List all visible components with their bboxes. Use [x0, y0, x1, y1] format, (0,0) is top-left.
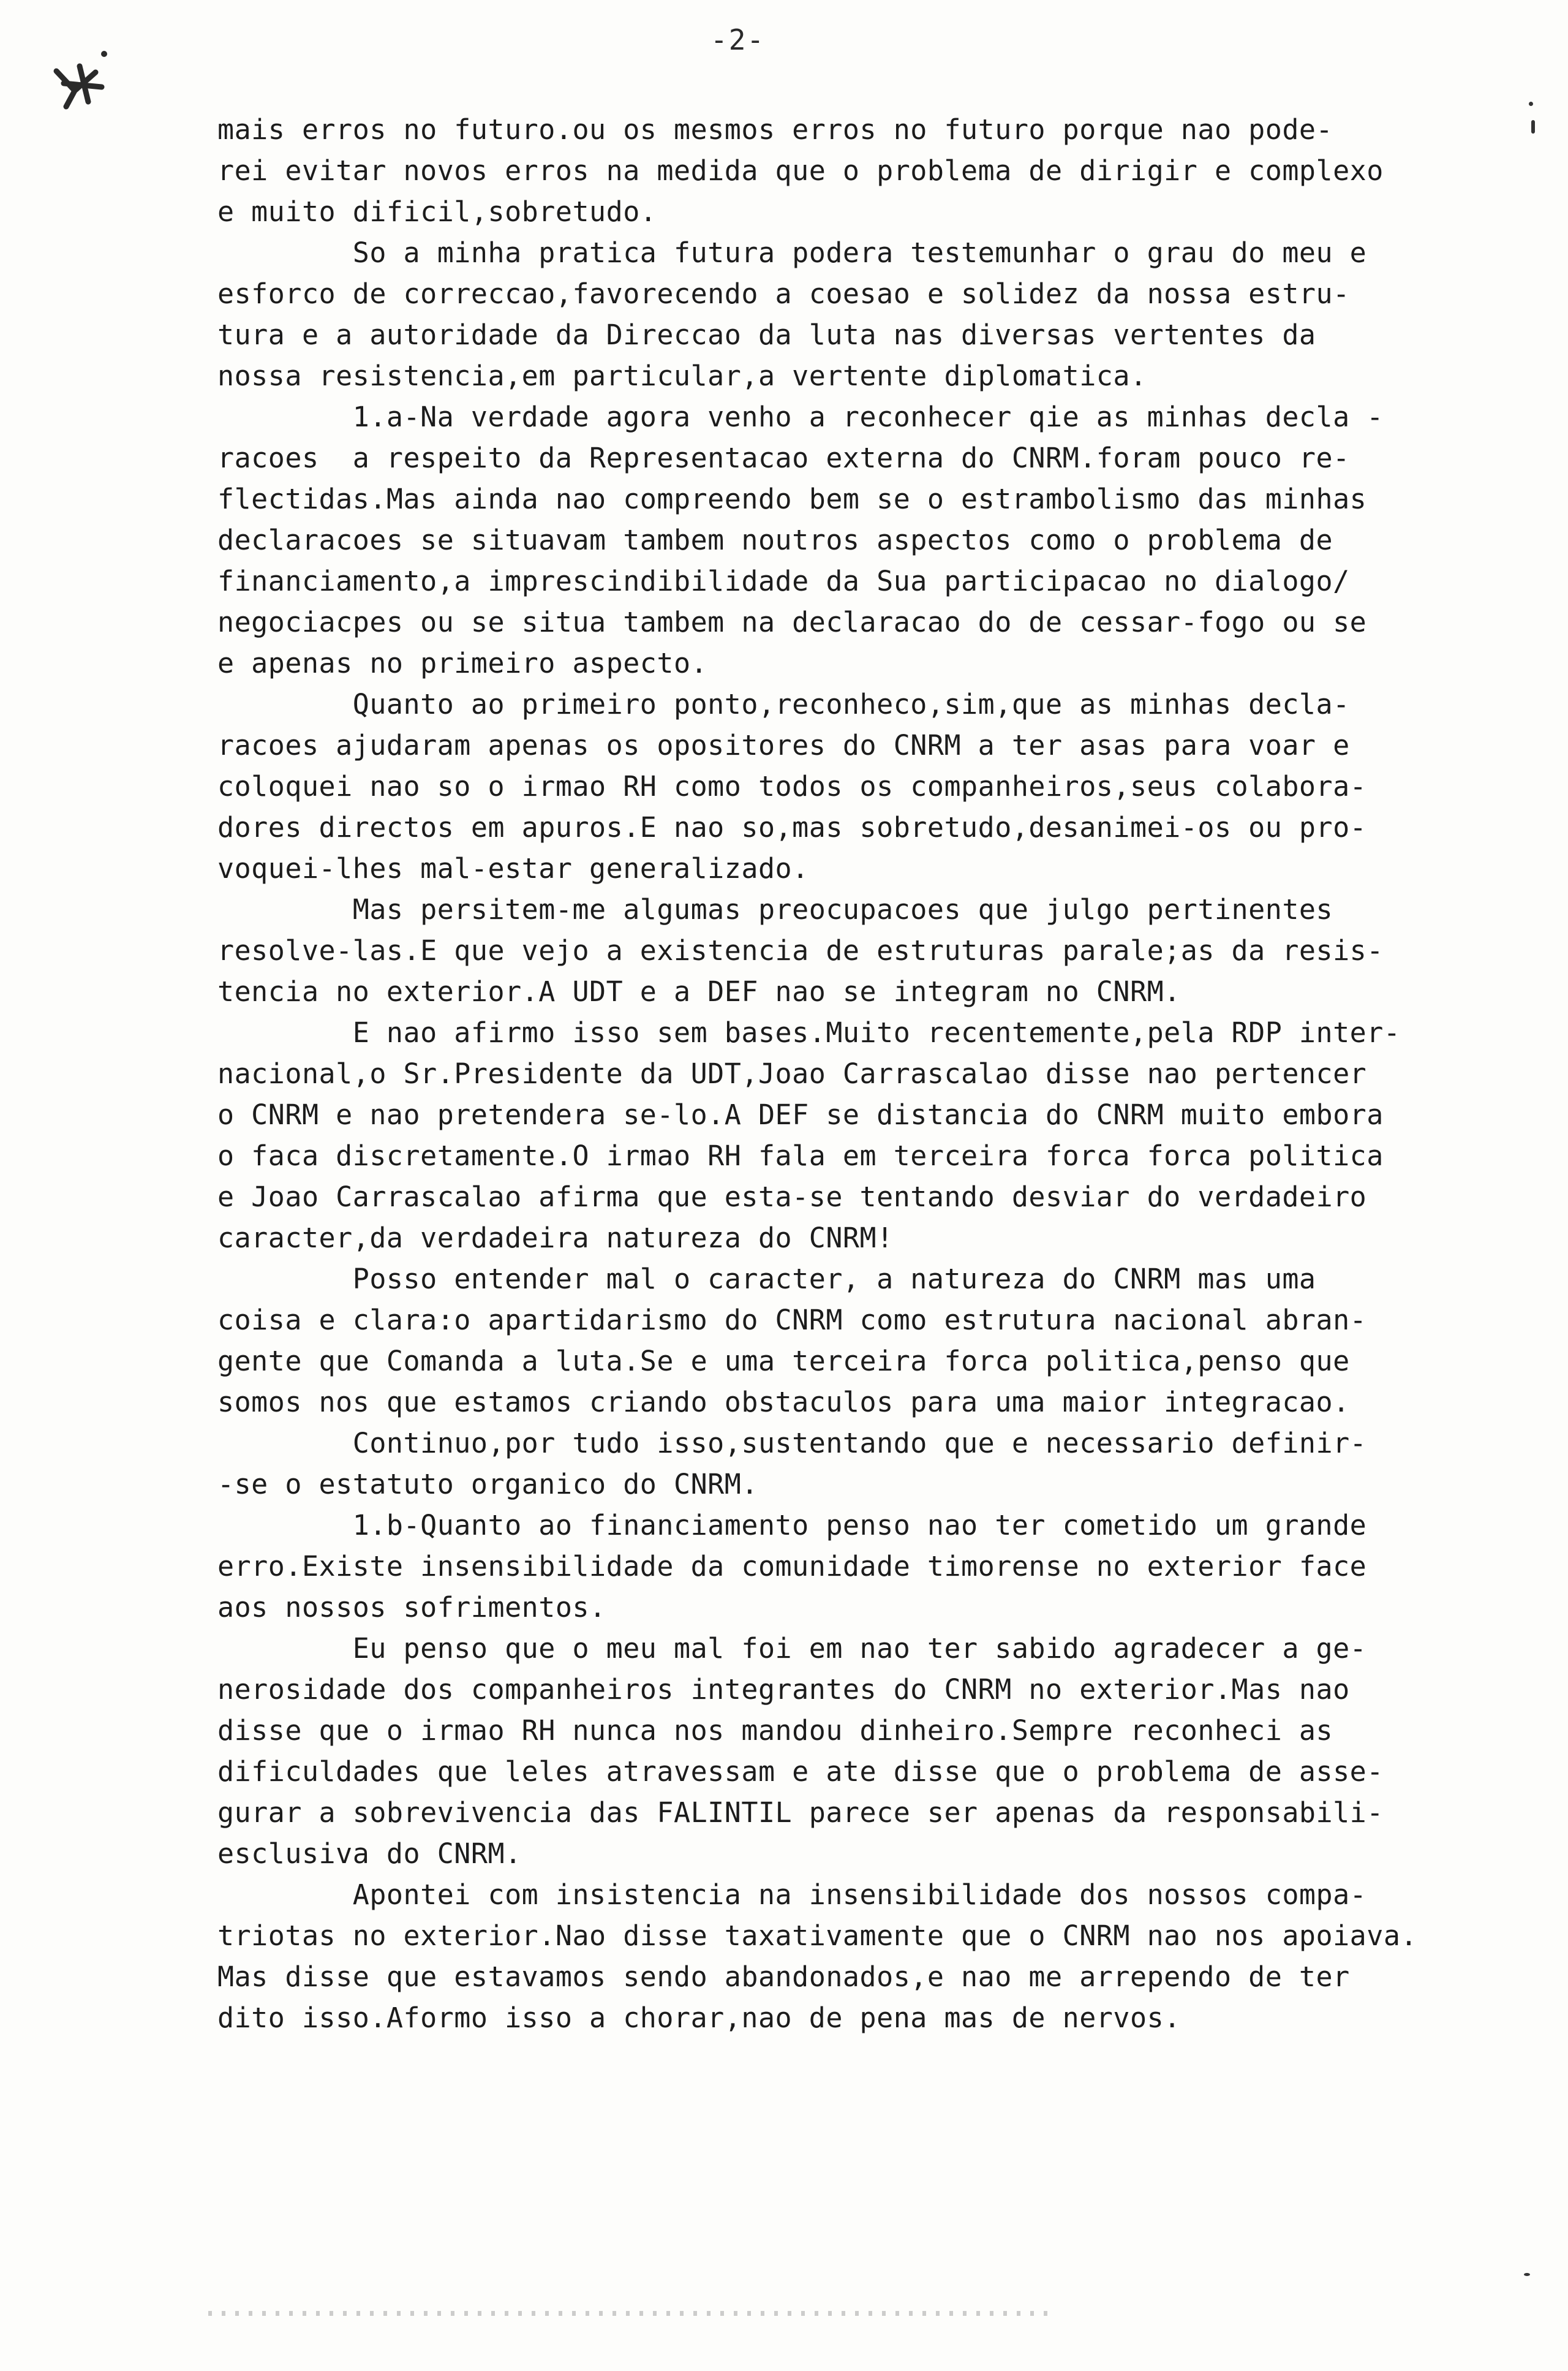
text-line: rei evitar novos erros na medida que o problema de dirigir e complexo [217, 154, 1384, 187]
text-line: triotas no exterior.Nao disse taxativamente que o CNRM nao nos apoiava. [217, 1919, 1418, 1952]
text-line: gente que Comanda a luta.Se e uma terceira forca politica,penso que [217, 1345, 1350, 1377]
text-line: declaracoes se situavam tambem noutros aspectos como o problema de [217, 524, 1333, 556]
text-line: Eu penso que o meu mal foi em nao ter sabido agradecer a ge- [217, 1632, 1367, 1665]
text-line: caracter,da verdadeira natureza do CNRM! [217, 1222, 894, 1254]
text-line: dito isso.Aformo isso a chorar,nao de pena mas de nervos. [217, 2002, 1181, 2034]
text-line: E nao afirmo isso sem bases.Muito recentemente,pela RDP inter- [217, 1016, 1401, 1049]
text-line: dificuldades que leles atravessam e ate disse que o problema de asse- [217, 1755, 1384, 1788]
text-line: esclusiva do CNRM. [217, 1837, 522, 1870]
text-line: tura e a autoridade da Direccao da luta nas diversas vertentes da [217, 319, 1316, 351]
text-line: -se o estatuto organico do CNRM. [217, 1468, 758, 1500]
text-line: 1.b-Quanto ao financiamento penso nao ter cometido um grande [217, 1509, 1367, 1541]
text-line: o CNRM e nao pretendera se-lo.A DEF se distancia do CNRM muito embora [217, 1099, 1384, 1131]
text-line: e apenas no primeiro aspecto. [217, 647, 708, 679]
text-line: erro.Existe insensibilidade da comunidade timorense no exterior face [217, 1550, 1367, 1583]
text-line: Quanto ao primeiro ponto,reconheco,sim,que as minhas decla- [217, 688, 1350, 720]
text-line: Posso entender mal o caracter, a natureza do CNRM mas uma [217, 1263, 1316, 1295]
typewritten-text [217, 109, 1491, 2038]
text-line: somos nos que estamos criando obstaculos para uma maior integracao. [217, 1386, 1350, 1418]
text-line: Mas persitem-me algumas preocupacoes que julgo pertinentes [217, 893, 1333, 926]
text-line: tencia no exterior.A UDT e a DEF nao se integram no CNRM. [217, 975, 1181, 1008]
text-line: mais erros no futuro.ou os mesmos erros no futuro porque nao pode- [217, 113, 1333, 146]
text-line: gurar a sobrevivencia das FALINTIL parece ser apenas da responsabili- [217, 1796, 1384, 1829]
ink-speck [1529, 102, 1533, 106]
text-line: Continuo,por tudo isso,sustentando que e necessario definir- [217, 1427, 1367, 1459]
text-line: voquei-lhes mal-estar generalizado. [217, 852, 809, 885]
text-line: coloquei nao so o irmao RH como todos os companheiros,seus colabora- [217, 770, 1367, 803]
text-line: negociacpes ou se situa tambem na declaracao do de cessar-fogo ou se [217, 606, 1367, 638]
text-line: o faca discretamente.O irmao RH fala em terceira forca forca politica [217, 1140, 1384, 1172]
text-line: aos nossos sofrimentos. [217, 1591, 606, 1624]
ink-speck [1524, 2273, 1530, 2276]
text-line: resolve-las.E que vejo a existencia de estruturas parale;as da resis- [217, 934, 1384, 967]
text-line: e muito dificil,sobretudo. [217, 195, 657, 228]
handwritten-mark [48, 48, 115, 115]
text-line: disse que o irmao RH nunca nos mandou dinheiro.Sempre reconheci as [217, 1714, 1333, 1747]
text-line: nossa resistencia,em particular,a vertente diplomatica. [217, 360, 1147, 392]
text-line: 1.a-Na verdade agora venho a reconhecer qie as minhas decla - [217, 401, 1384, 433]
text-line: dores directos em apuros.E nao so,mas sobretudo,desanimei-os ou pro- [217, 811, 1367, 844]
text-line: flectidas.Mas ainda nao compreendo bem se o estrambolismo das minhas [217, 483, 1367, 515]
text-line: racoes ajudaram apenas os opositores do CNRM a ter asas para voar e [217, 729, 1350, 762]
text-line: Mas disse que estavamos sendo abandonados,e nao me arrependo de ter [217, 1961, 1350, 1993]
page-number: -2- [710, 23, 766, 56]
text-line: nerosidade dos companheiros integrantes do CNRM no exterior.Mas nao [217, 1673, 1350, 1706]
text-line: So a minha pratica futura podera testemunhar o grau do meu e [217, 236, 1367, 269]
text-line: financiamento,a imprescindibilidade da Sua participacao no dialogo/ [217, 565, 1350, 597]
text-line: racoes a respeito da Representacao externa do CNRM.foram pouco re- [217, 442, 1350, 474]
scan-smudge [208, 2311, 1054, 2316]
text-line: esforco de correccao,favorecendo a coesao e solidez da nossa estru- [217, 278, 1350, 310]
text-line: e Joao Carrascalao afirma que esta-se tentando desviar do verdadeiro [217, 1181, 1367, 1213]
text-line: Apontei com insistencia na insensibilidade dos nossos compa- [217, 1878, 1367, 1911]
text-line: coisa e clara:o apartidarismo do CNRM como estrutura nacional abran- [217, 1304, 1367, 1336]
text-line: nacional,o Sr.Presidente da UDT,Joao Carrascalao disse nao pertencer [217, 1057, 1367, 1090]
ink-speck [1531, 120, 1535, 134]
